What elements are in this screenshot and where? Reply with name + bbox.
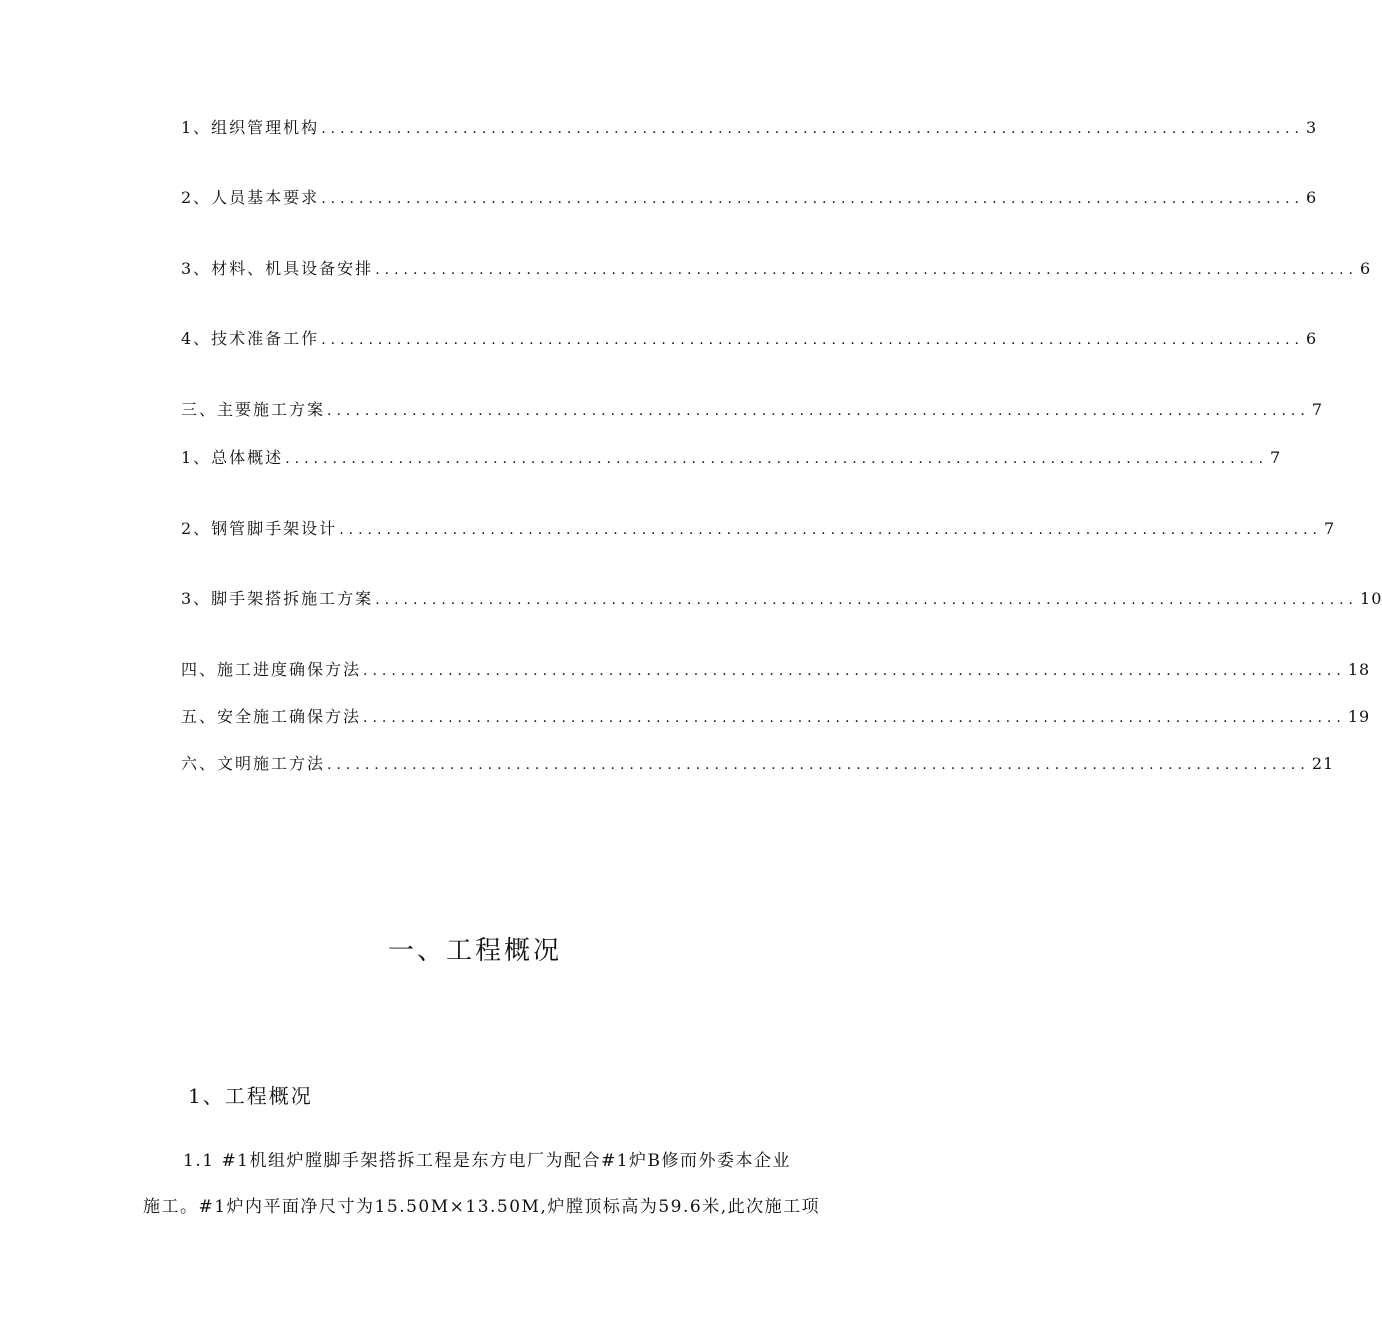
toc-leader-dots: ........................................................................................................ — [321, 332, 1305, 348]
toc-entry[interactable] — [181, 325, 1318, 349]
toc-leader-dots: ........................................................................................................ — [285, 451, 1269, 467]
toc-leader-dots: ........................................................................................................ — [363, 710, 1346, 726]
toc-entry-page: 6 — [1306, 188, 1318, 207]
toc-entry-title: 4、技术准备工作 — [181, 329, 320, 348]
toc-entry-title: 1、组织管理机构 — [181, 118, 320, 137]
toc-entry-title: 三、主要施工方案 — [181, 400, 326, 419]
toc-entry-title: 四、施工进度确保方法 — [181, 660, 362, 679]
toc-leader-dots: ........................................................................................................ — [363, 663, 1346, 679]
section-title: 一、工程概况 — [387, 936, 562, 966]
paragraph-line: 施工。#1炉内平面净尺寸为15.50M×13.50M,炉膛顶标高为59.6米,此次施工项 — [143, 1197, 821, 1217]
toc-entry-title: 2、钢管脚手架设计 — [181, 519, 338, 538]
toc-entry-title: 1、总体概述 — [181, 448, 284, 467]
toc-entry-title: 六、文明施工方法 — [181, 754, 326, 773]
toc-entry[interactable] — [181, 515, 1336, 539]
toc-entry-title: 3、脚手架搭拆施工方案 — [181, 589, 374, 608]
toc-entry[interactable] — [181, 444, 1282, 468]
toc-entry[interactable] — [181, 585, 1382, 609]
toc-entry[interactable] — [181, 656, 1371, 680]
toc-entry-page: 6 — [1360, 259, 1372, 278]
toc-entry-page: 10 — [1360, 589, 1382, 608]
toc-entry[interactable] — [181, 396, 1324, 420]
toc-leader-dots: ........................................................................................................ — [321, 191, 1305, 207]
subsection-title: 1、工程概况 — [188, 1084, 313, 1108]
paragraph-line: 1.1 #1机组炉膛脚手架搭拆工程是东方电厂为配合#1炉B修而外委本企业 — [183, 1151, 792, 1171]
toc-entry-title: 3、材料、机具设备安排 — [181, 259, 374, 278]
toc-entry-page: 7 — [1324, 519, 1336, 538]
toc-leader-dots: ........................................................................................................ — [327, 403, 1310, 419]
toc-entry-page: 6 — [1306, 329, 1318, 348]
toc-entry-title: 2、人员基本要求 — [181, 188, 320, 207]
toc-entry-page: 3 — [1306, 118, 1318, 137]
toc-entry-title: 五、安全施工确保方法 — [181, 707, 362, 726]
toc-leader-dots: ........................................................................................................ — [339, 522, 1323, 538]
toc-entry[interactable] — [181, 703, 1371, 727]
toc-entry[interactable] — [181, 255, 1372, 279]
toc-entry-page: 18 — [1347, 660, 1371, 679]
toc-entry[interactable] — [181, 184, 1318, 208]
toc-entry-page: 19 — [1347, 707, 1371, 726]
toc-leader-dots: ........................................................................................................ — [375, 262, 1359, 278]
toc-entry-page: 21 — [1311, 754, 1335, 773]
toc-leader-dots: ........................................................................................................ — [375, 592, 1359, 608]
toc-entry-page: 7 — [1311, 400, 1324, 419]
toc-leader-dots: ........................................................................................................ — [327, 757, 1310, 773]
toc-entry[interactable] — [181, 114, 1318, 138]
toc-entry-page: 7 — [1270, 448, 1282, 467]
toc-leader-dots: ........................................................................................................ — [321, 121, 1305, 137]
toc-entry[interactable] — [181, 750, 1335, 774]
